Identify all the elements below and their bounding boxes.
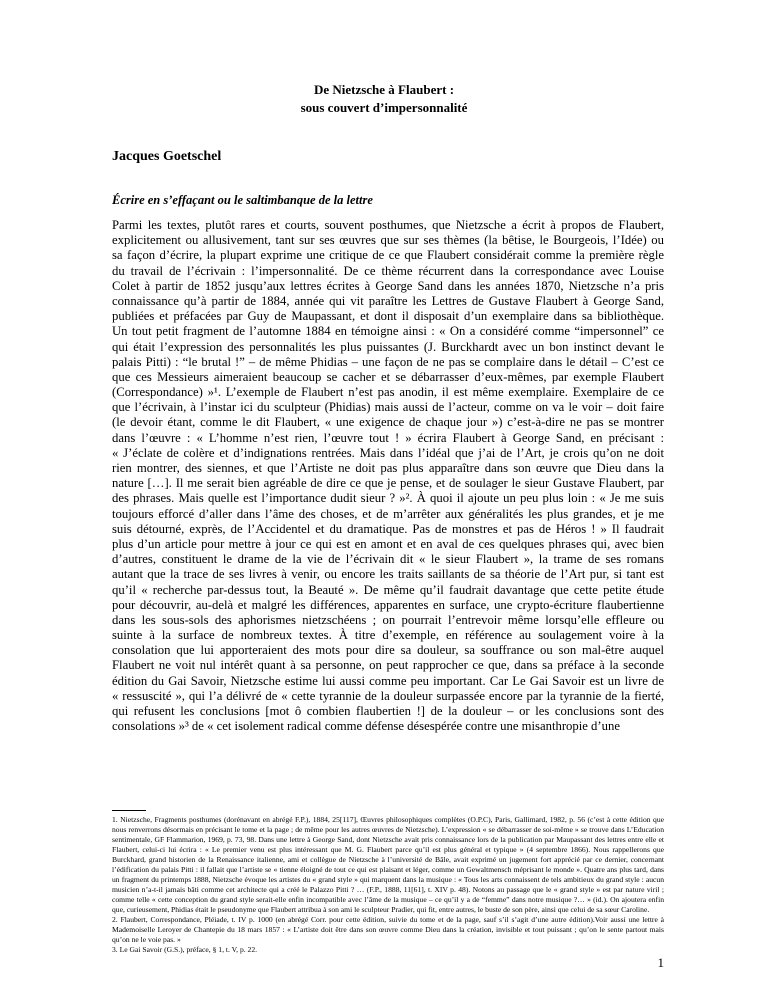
- body-line: explicitement ou allusivement, tant sur ses œuvres que sur ses thèmes (la bêtise, le Bourgeois, l’Idée) ou: [112, 233, 664, 248]
- title-line-2: sous couvert d’impersonnalité: [300, 100, 468, 115]
- body-line: consolations »³ de « cet isolement radical comme défense désespérée contre une misanthropie d’une: [112, 719, 620, 734]
- body-line: rien montrer, des siennes, et que l’Artiste ne doit pas plus apparaître dans son œuvre que Dieu dans la: [112, 461, 664, 475]
- body-line: qu’il « recherche par-dessus tout, la Beauté ». De même qu’il faudrait davantage que cette petite étude: [112, 582, 664, 597]
- body-line: publiées et préfacées par Guy de Maupassant, et dont il disposait d’un exemplaire dans sa bibliothèque.: [112, 309, 664, 324]
- page-number: 1: [657, 955, 664, 970]
- body-text: [112, 218, 664, 734]
- body-line: autant que la trace de ses livres à venir, ou encore les traits saillants de sa théorie de l’Art pur, si tant est: [112, 567, 664, 582]
- body-line: « J’éclate de colère et d’indignations rentrées. Mais dans l’idéal que j’ai de l’Art, je crois qu’on ne doit: [112, 445, 664, 460]
- body-line: qui refusent les conclusions [mot ô combien flaubertien !] de la douleur – or les conclusions sont des: [112, 704, 664, 718]
- author: Jacques Goetschel: [112, 149, 222, 164]
- body-line: édition du Gai Savoir, Nietzsche estime lui aussi comme peu important. Car Le Gai Savoir est un livre de: [112, 673, 664, 688]
- body-line: que l’écrivain, à l’instar ici du sculpteur (Phidias) mais aussi de l’acteur, comme on va le voir – doit faire: [112, 400, 664, 415]
- body-line: toujours efforcé d’aller dans l’âme des choses, et de m’arrêter aux généralités les plus grandes, et je me: [112, 506, 664, 521]
- body-line: dans les sous-sols des aphorismes nietzschéens ; on pourrait l’entrevoir même lorsqu’elle effleure ou: [112, 612, 664, 627]
- title-line-1: De Nietzsche à Flaubert :: [313, 82, 455, 97]
- body-line: suis détourné, exprès, de l’Accidentel et du dramatique. Pas de monstres et pas de Héros ! » Il faudrait: [112, 521, 664, 536]
- body-line: que ces Messieurs aimeraient beaucoup se cacher et se débarrasser d’eux-mêmes, par exemple Flaubert: [112, 369, 664, 384]
- body-line: Un tout petit fragment de l’automne 1884 en témoigne ainsi : « On a considéré comme “impersonnel” ce: [112, 324, 664, 339]
- footnote: 1. Nietzsche, Fragments posthumes (dorénavant en abrégé F.P.), 1884, 25[117], Œuvres philosophiques complètes (O.P.C), Paris, Gallimard, 1982, p. 56 (c’est à cette édition que nous renverrons désormais en précisant le tome et la page ; de même pour les autres œuvres de Nietzsche). L’expression « se débarrasser de soi-même » se trouve dans L’Education sentimentale, GF Flammarion, 1969, p. 73, 98. Dans une lettre à George Sand, dont Nietzsche avait pris connaissance lors de la publication par Maupassant des lettres entre elle et Flaubert, celui-ci lui écrira : « Le premier venu est plus intéressant que M. G. Flaubert parce qu’il est plus général et typique » (4 septembre 1866). Nous rappellerons que Burckhard, grand historien de la Renaissance italienne, ami et collègue de Nietzsche à l’université de Bâle, avait exprimé un jugement fort apprécié par ce dernier, concernant l’édification du palais Pitti : il fallait que l’artiste se « tienne éloigné de tout ce qui est plaisant et léger, comme un Gewaltmensch méprisant le monde ». Quatre ans plus tard, dans un fragment du printemps 1888, Nietzsche évoque les artistes du « grand style » qui marquent dans la musique : « Tous les arts connaissent de tels ambitieux du grand style : aucun musicien n’a-t-il jamais bâti comme cet architecte qui a créé le Palazzo Pitti ? … (F.P., 1888, 11[61], t. XIV p. 48). Notons au passage que le « grand style » est par nature viril ; comme telle « cette conception du grand style serait-elle enfin incompatible avec l’âme de la musique – ce qu’il y a de “femme” dans notre musique ?… » (id.). On ajoutera enfin que, curieusement, Phidias était le pseudonyme que Flaubert attribua à son ami le sculpteur Pradier, qui fit, entre autres, le buste de son père, ainsi que celui de sa sœur Caroline.: [112, 815, 664, 914]
- footnote: 2. Flaubert, Correspondance, Pléiade, t. IV p. 1000 (en abrégé Corr. pour cette édition, suivie du tome et de la page, sauf s’il s’agit d’une autre édition).Voir aussi une lettre à Mademoiselle Leroyer de Chantepie du 18 mars 1857 : « L’artiste doit être dans son œuvre comme Dieu dans la création, invisible et tout puissant ; qu’on le sente partout mais qu’on ne le voie pas. »: [112, 915, 664, 944]
- body-line: d’autres, constituent le drame de la vie de l’écrivain dit « le sieur Flaubert », la trame de ses romans: [112, 552, 664, 567]
- body-line: qui était l’expression des personnalités les plus puissantes (J. Burckhardt avec un bon instinct devant le: [112, 339, 664, 354]
- footnote: 3. Le Gai Savoir (G.S.), préface, § 1, t. V, p. 22.: [112, 945, 258, 954]
- body-line: sa façon d’écrire, la plupart exprime une critique de ce que Flaubert considérait comme la première règle: [112, 248, 664, 263]
- body-line: palais Pitti) : “le brutal !” – de même Phidias – une façon de ne pas se complaire dans le détail – C’est ce: [112, 354, 664, 369]
- body-line: suinte à la surface de nombreux textes. À titre d’exemple, en référence au soulagement voire à la: [112, 628, 664, 643]
- body-line: Colet à partir de 1852 jusqu’aux lettres écrites à George Sand dans les années 1870, Nietzsche n’a pris: [112, 278, 664, 293]
- body-line: (Correspondance) »¹. L’exemple de Flaubert n’est pas anodin, il est même exemplaire. Exemplaire de ce: [112, 385, 664, 400]
- body-line: connaissance qu’à partir de 1884, année qui vit paraître les Lettres de Gustave Flaubert à George Sand,: [112, 293, 664, 308]
- body-line: du travail de l’écrivain : l’impersonnalité. De ce thème récurrent dans la correspondance avec Louise: [112, 263, 664, 278]
- body-line: Flaubert ne voit nul intérêt quant à sa personne, on peut rapprocher ce que, dans sa préface à la seconde: [112, 658, 664, 673]
- body-line: dans l’œuvre : « L’homme n’est rien, l’œuvre tout ! » écrira Flaubert à George Sand, en précisant :: [112, 430, 664, 445]
- body-line: (le devoir étant, comme le dit Flaubert, « une exigence de chaque jour ») c’est-à-dire ne pas se montrer: [112, 415, 664, 430]
- body-line: Parmi les textes, plutôt rares et courts, souvent posthumes, que Nietzsche a écrit à propos de Flaubert,: [112, 218, 664, 232]
- footnotes: [112, 815, 664, 955]
- body-line: plus d’un article pour mettre à jour ce qui est en amont et en aval de ces quelques phrases qui, avec bien: [112, 536, 664, 551]
- body-line: nature […]. Il me serait bien agréable de dire ce que je pense, et de soulager le sieur Gustave Flaubert, par: [112, 476, 664, 491]
- footnote-separator: [112, 810, 146, 811]
- body-line: des phrases. Mais quelle est l’importance dudit sieur ? »². À quoi il ajoute un peu plus loin : « Je me suis: [112, 491, 664, 506]
- body-line: consolation que lui apporteraient des mots pour dire sa douleur, sa souffrance ou son mal-être auquel: [112, 643, 664, 658]
- section-heading: Écrire en s’effaçant ou le saltimbanque de la lettre: [112, 193, 373, 207]
- body-line: pour découvrir, au-delà et malgré les différences, apparentes en surface, une crypto-écriture flaubertienne: [112, 597, 664, 612]
- body-line: « ressuscité », qui l’a délivré de « cette tyrannie de la douleur surpassée encore par la tyrannie de la fierté,: [112, 688, 664, 703]
